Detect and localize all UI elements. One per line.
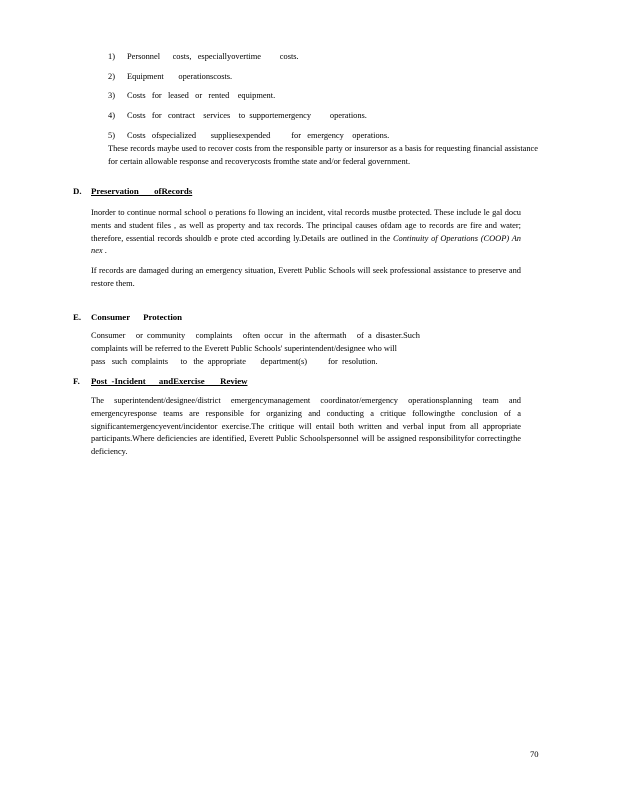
section-title: Post -Incident andExercise Review — [91, 376, 248, 386]
list-item-text: Costs for contract services to supportemergency operations. — [127, 111, 367, 121]
paragraph-line: complaints will be referred to the Everett Public Schools' superintendent/designee who will — [91, 343, 397, 353]
section-e — [73, 311, 543, 368]
list-item-number: 3) — [108, 91, 115, 101]
section-heading — [73, 375, 543, 389]
list-item — [108, 71, 548, 91]
section-heading — [73, 185, 543, 199]
page-number: 70 — [530, 749, 539, 759]
paragraph-line: Consumer or community complaints often occur in the aftermath of a disaster.Such — [91, 331, 420, 340]
section-f — [73, 375, 543, 459]
section-paragraph: If records are damaged during an emergency situation, Everett Public Schools will seek professional assistance to preserve and restore them. — [91, 266, 521, 288]
section-letter: E. — [73, 312, 82, 322]
list-item-text: Costs ofspecialized suppliesexpended for emergency operations. — [127, 130, 390, 140]
section-letter: F. — [73, 376, 80, 386]
list-item — [108, 51, 548, 71]
section-paragraph — [91, 330, 521, 368]
section-d — [73, 185, 543, 291]
list-item — [108, 110, 548, 130]
section-title: Preservation ofRecords — [91, 186, 193, 196]
section-paragraph — [91, 207, 521, 258]
coop-annex-reference: Continuity of Operations (COOP) An nex — [91, 233, 521, 256]
section-paragraph: The superintendent/designee/district emergencymanagement coordinator/emergency operationsplanning team and emergencyresponse teams are responsible for organizing and conducting a critique followingthe conclusion of a significantemergencyevent/incidentor exercise.The critique will entail both written and verbal input from all appropriate participants.Where deficiencies are identified, Everett Public Schoolspersonnel will be assigned responsibilityfor correctingthe deficiency. — [91, 396, 521, 457]
paragraph-line: pass such complaints to the appropriate department(s) for resolution. — [91, 356, 378, 366]
paragraph-end: . — [104, 246, 107, 256]
list-item-text: Equipment operationscosts. — [127, 71, 233, 81]
list-item-number: 1) — [108, 52, 115, 61]
section-title: Consumer Protection — [91, 312, 183, 322]
cost-list — [108, 51, 548, 149]
section-heading — [73, 311, 543, 325]
list-item-number: 5) — [108, 130, 115, 140]
list-item-number: 2) — [108, 71, 115, 81]
list-item-number: 4) — [108, 111, 115, 121]
paragraph-text: Inorder to continue normal school o perations fo llowing an incident, vital records mustbe protected. These include le gal docu ments and student files , as well as property and tax records. The principal causes ofdam age to records are fire and water; therefore, essential records shouldb e prote cted according ly.Details are outlined in the — [91, 208, 521, 243]
list-item-text: Costs for leased or rented equipment. — [127, 91, 276, 101]
list-item — [108, 90, 548, 110]
list-item-text: Personnel costs, especiallyovertime costs. — [127, 52, 299, 61]
section-letter: D. — [73, 186, 82, 196]
records-use-paragraph: These records maybe used to recover costs from the responsible party or insurersor as a basis for requesting financial assistance for certain allowable response and recoverycosts fromthe state and/or federal government. — [108, 144, 538, 166]
